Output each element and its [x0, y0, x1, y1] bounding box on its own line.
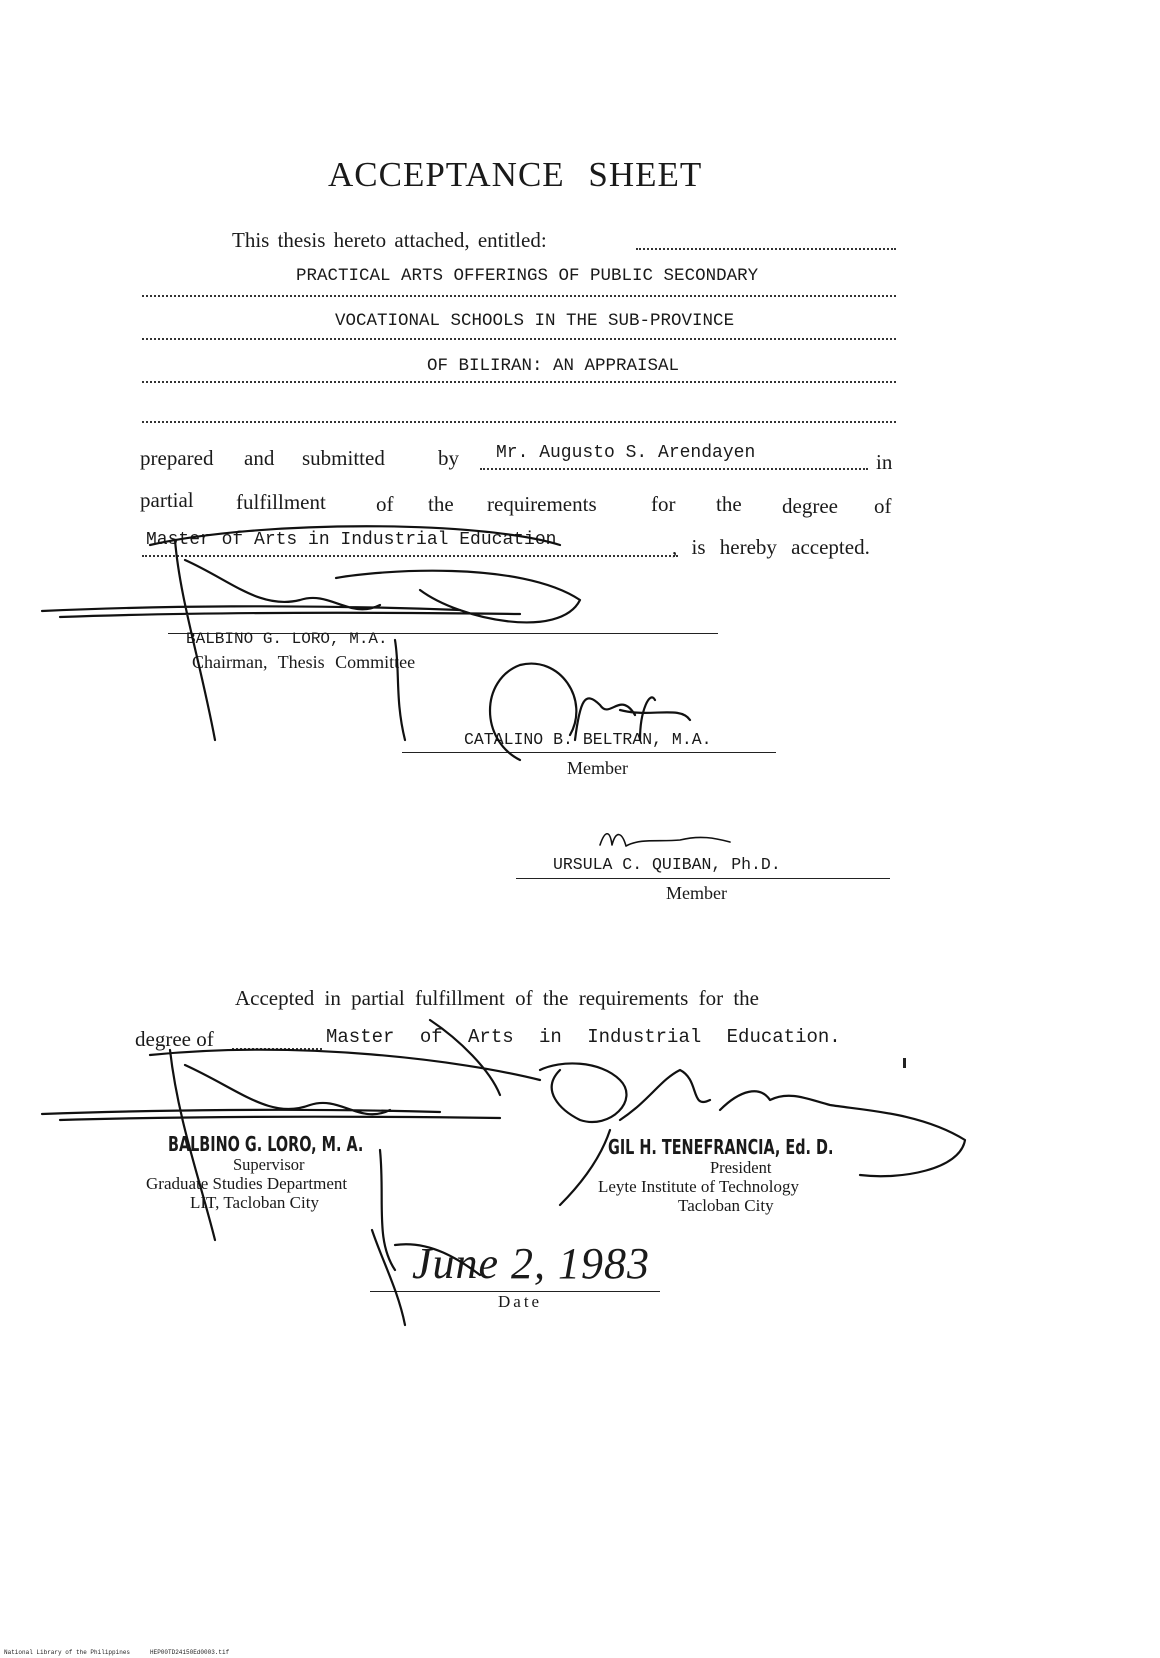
requirements-word: requirements — [487, 492, 597, 516]
member1-role: Member — [567, 758, 628, 778]
member2-signature-line — [516, 878, 890, 879]
president-name: GIL H. TENEFRANCIA, Ed. D. — [608, 1135, 834, 1159]
of-word-2: of — [874, 494, 892, 518]
accepted-text: Accepted in partial fulfillment of the requirements for the — [235, 986, 759, 1010]
prepared-word: prepared — [140, 446, 214, 470]
president-place: Tacloban City — [678, 1196, 774, 1215]
for-word: for — [651, 492, 676, 516]
the-word-2: the — [716, 492, 742, 516]
of-word: of — [376, 492, 394, 516]
date-label: Date — [498, 1292, 543, 1311]
accepted-degree: Master of Arts in Industrial Education. — [326, 1026, 841, 1048]
member2-signature — [600, 834, 730, 846]
degree-of-prefix: degree of — [135, 1027, 214, 1051]
member1-signature-line — [402, 752, 776, 753]
supervisor-name: BALBINO G. LORO, M. A. — [168, 1132, 364, 1156]
member2-name: URSULA C. QUIBAN, Ph.D. — [553, 855, 781, 874]
chairman-role: Chairman, Thesis Committee — [192, 652, 416, 672]
dotted-line-1 — [142, 295, 896, 297]
thesis-title-line-3: OF BILIRAN: AN APPRAISAL — [427, 356, 680, 376]
degree-dotted-line — [142, 555, 678, 557]
thesis-title-line-1: PRACTICAL ARTS OFFERINGS OF PUBLIC SECONDARY — [296, 266, 759, 286]
supervisor-title: Supervisor — [233, 1155, 305, 1174]
and-word: and — [244, 446, 275, 470]
dotted-line-4 — [142, 421, 896, 423]
supervisor-dept: Graduate Studies Department — [146, 1174, 348, 1193]
degree-word: degree — [782, 494, 838, 518]
partial-word: partial — [140, 488, 194, 512]
author-name: Mr. Augusto S. Arendayen — [496, 443, 756, 463]
president-title: President — [710, 1158, 772, 1177]
hereby-accepted: , is hereby accepted. — [672, 535, 870, 559]
accepted-degree-dotted-line — [232, 1048, 322, 1050]
the-word: the — [428, 492, 454, 516]
page-title: ACCEPTANCE SHEET — [328, 155, 703, 194]
dotted-line-3 — [142, 381, 896, 383]
dotted-line-2 — [142, 338, 896, 340]
footer-filename: HEP00TD24150Ed0003.tif — [150, 1649, 230, 1656]
president-org: Leyte Institute of Technology — [598, 1177, 800, 1196]
degree-name: Master of Arts in Industrial Education — [146, 530, 557, 550]
intro-dotted-line — [636, 248, 896, 250]
submitted-word: submitted — [302, 446, 385, 470]
handwritten-date: June 2, 1983 — [412, 1239, 651, 1288]
member1-name: CATALINO B. BELTRAN, M.A. — [464, 730, 712, 749]
thesis-title-line-2: VOCATIONAL SCHOOLS IN THE SUB-PROVINCE — [335, 311, 735, 331]
author-dotted-line — [480, 468, 868, 470]
in-word: in — [876, 450, 893, 474]
intro-text: This thesis hereto attached, entitled: — [232, 228, 547, 252]
fulfillment-word: fulfillment — [236, 490, 326, 514]
supervisor-place: LIT, Tacloban City — [190, 1193, 319, 1212]
chairman-name: BALBINO G. LORO, M.A. — [186, 630, 388, 648]
member2-role: Member — [666, 883, 727, 903]
stray-mark — [903, 1058, 906, 1068]
footer-source: National Library of the Philippines — [4, 1649, 131, 1656]
by-word: by — [438, 446, 459, 470]
